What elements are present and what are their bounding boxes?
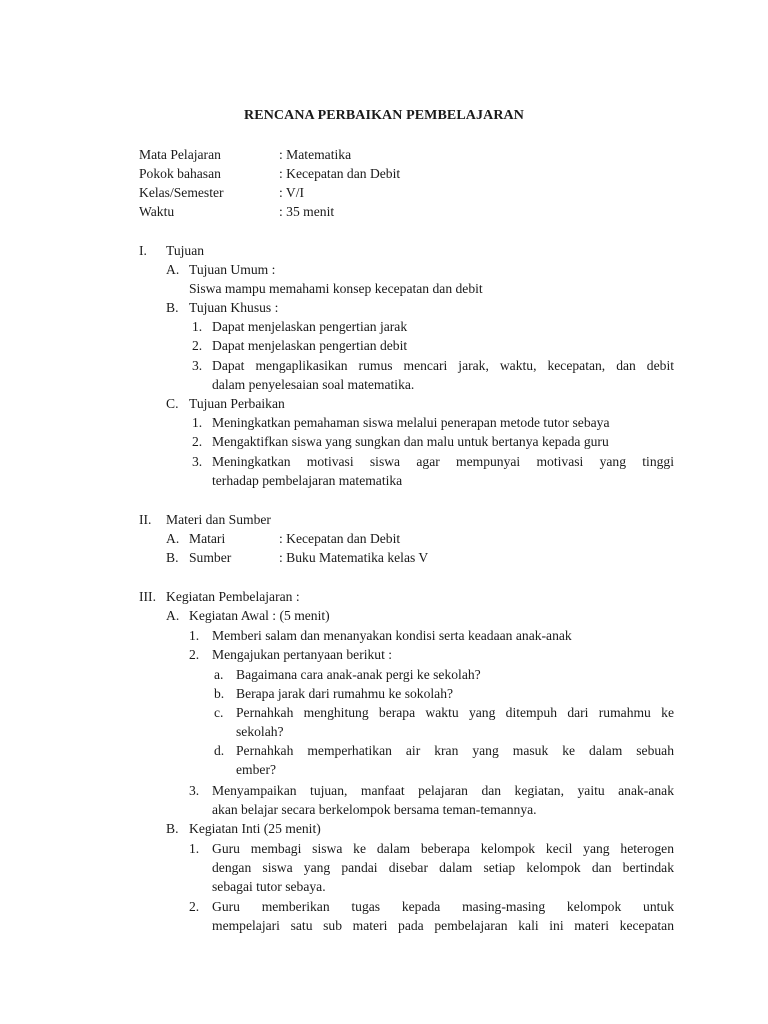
identity-label-class: Kelas/Semester xyxy=(139,185,224,200)
s1-a-title: Tujuan Umum : xyxy=(189,262,276,277)
section-3-number: III. xyxy=(139,589,156,604)
s3-b-item-number: 2. xyxy=(189,899,200,914)
question-text: Bagaimana cara anak-anak pergi ke sekolah? xyxy=(236,667,481,682)
s1-c-marker: C. xyxy=(166,396,179,411)
s1-b-title: Tujuan Khusus : xyxy=(189,300,279,315)
s3-a-item-text: Memberi salam dan menanyakan kondisi serta keadaan anak-anak xyxy=(212,628,572,643)
section-3-title: Kegiatan Pembelajaran : xyxy=(166,589,300,604)
s2-item-marker: B. xyxy=(166,550,179,565)
section-2-title: Materi dan Sumber xyxy=(166,512,271,527)
s1-c-item-text: Meningkatkan motivasi siswa agar mempunyai motivasi yang tinggi xyxy=(212,454,674,469)
question-text-continued: sekolah? xyxy=(236,724,284,739)
s1-b-item-number: 1. xyxy=(192,319,203,334)
s1-b-item-text: Dapat mengaplikasikan rumus mencari jarak, waktu, kecepatan, dan debit xyxy=(212,358,674,373)
s3-a-item-text-continued: akan belajar secara berkelompok bersama teman-temannya. xyxy=(212,802,537,817)
section-1-title: Tujuan xyxy=(166,243,205,258)
question-text: Pernahkah memperhatikan air kran yang masuk ke dalam sebuah xyxy=(236,743,674,758)
s1-b-item-text: Dapat menjelaskan pengertian jarak xyxy=(212,319,408,334)
s3-b-item-text-continued: sebagai tutor sebaya. xyxy=(212,879,326,894)
s2-item-label: Sumber xyxy=(189,550,232,565)
s1-a-marker: A. xyxy=(166,262,180,277)
identity-value-topic: : Kecepatan dan Debit xyxy=(279,166,401,181)
s2-item-marker: A. xyxy=(166,531,180,546)
question-text-continued: ember? xyxy=(236,762,276,777)
s1-b-item-text: Dapat menjelaskan pengertian debit xyxy=(212,338,408,353)
s1-b-item-text-continued: dalam penyelesaian soal matematika. xyxy=(212,377,415,392)
identity-label-topic: Pokok bahasan xyxy=(139,166,221,181)
s1-c-item-text: Mengaktifkan siswa yang sungkan dan malu untuk bertanya kepada guru xyxy=(212,434,609,449)
s1-c-item-number: 3. xyxy=(192,454,203,469)
s3-b-marker: B. xyxy=(166,821,179,836)
s3-b-title: Kegiatan Inti (25 menit) xyxy=(189,821,321,836)
s3-a-title: Kegiatan Awal : (5 menit) xyxy=(189,608,330,623)
question-marker: c. xyxy=(214,705,224,720)
question-text: Pernahkah menghitung berapa waktu yang ditempuh dari rumahmu ke xyxy=(236,705,674,720)
identity-value-subject: : Matematika xyxy=(279,147,352,162)
s3-b-item-text: Guru membagi siswa ke dalam beberapa kelompok kecil yang heterogen xyxy=(212,841,674,856)
identity-value-time: : 35 menit xyxy=(279,204,335,219)
s1-a-text: Siswa mampu memahami konsep kecepatan dan debit xyxy=(189,281,483,296)
s1-c-title: Tujuan Perbaikan xyxy=(189,396,285,411)
question-marker: a. xyxy=(214,667,224,682)
identity-label-subject: Mata Pelajaran xyxy=(139,147,221,162)
s2-item-label: Matari xyxy=(189,531,226,546)
identity-value-class: : V/I xyxy=(279,185,305,200)
s1-b-marker: B. xyxy=(166,300,179,315)
s3-a-marker: A. xyxy=(166,608,180,623)
s2-item-value: : Buku Matematika kelas V xyxy=(279,550,429,565)
s3-a-item-text: Menyampaikan tujuan, manfaat pelajaran dan kegiatan, yaitu anak-anak xyxy=(212,783,674,798)
question-text: Berapa jarak dari rumahmu ke sokolah? xyxy=(236,686,454,701)
identity-label-time: Waktu xyxy=(139,204,175,219)
s1-c-item-text-continued: terhadap pembelajaran matematika xyxy=(212,473,403,488)
section-2-number: II. xyxy=(139,512,152,527)
s3-b-item-text: Guru memberikan tugas kepada masing-masing kelompok untuk xyxy=(212,899,674,914)
question-marker: d. xyxy=(214,743,225,758)
s3-b-item-text-continued: dengan siswa yang pandai disebar dalam setiap kelompok dan bertindak xyxy=(212,860,674,875)
s3-a-item-text: Mengajukan pertanyaan berikut : xyxy=(212,647,393,662)
s3-a-item-number: 2. xyxy=(189,647,200,662)
s3-a-item-number: 3. xyxy=(189,783,200,798)
document-title: RENCANA PERBAIKAN PEMBELAJARAN xyxy=(244,108,524,123)
s3-b-item-text-continued: mempelajari satu sub materi pada pembelajaran kali ini materi kecepatan xyxy=(212,918,674,933)
s3-b-item-number: 1. xyxy=(189,841,200,856)
s3-a-item-number: 1. xyxy=(189,628,200,643)
s2-item-value: : Kecepatan dan Debit xyxy=(279,531,401,546)
s1-b-item-number: 2. xyxy=(192,338,203,353)
s1-c-item-text: Meningkatkan pemahaman siswa melalui penerapan metode tutor sebaya xyxy=(212,415,610,430)
question-marker: b. xyxy=(214,686,225,701)
section-1-number: I. xyxy=(139,243,147,258)
s1-c-item-number: 2. xyxy=(192,434,203,449)
s1-b-item-number: 3. xyxy=(192,358,203,373)
s1-c-item-number: 1. xyxy=(192,415,203,430)
